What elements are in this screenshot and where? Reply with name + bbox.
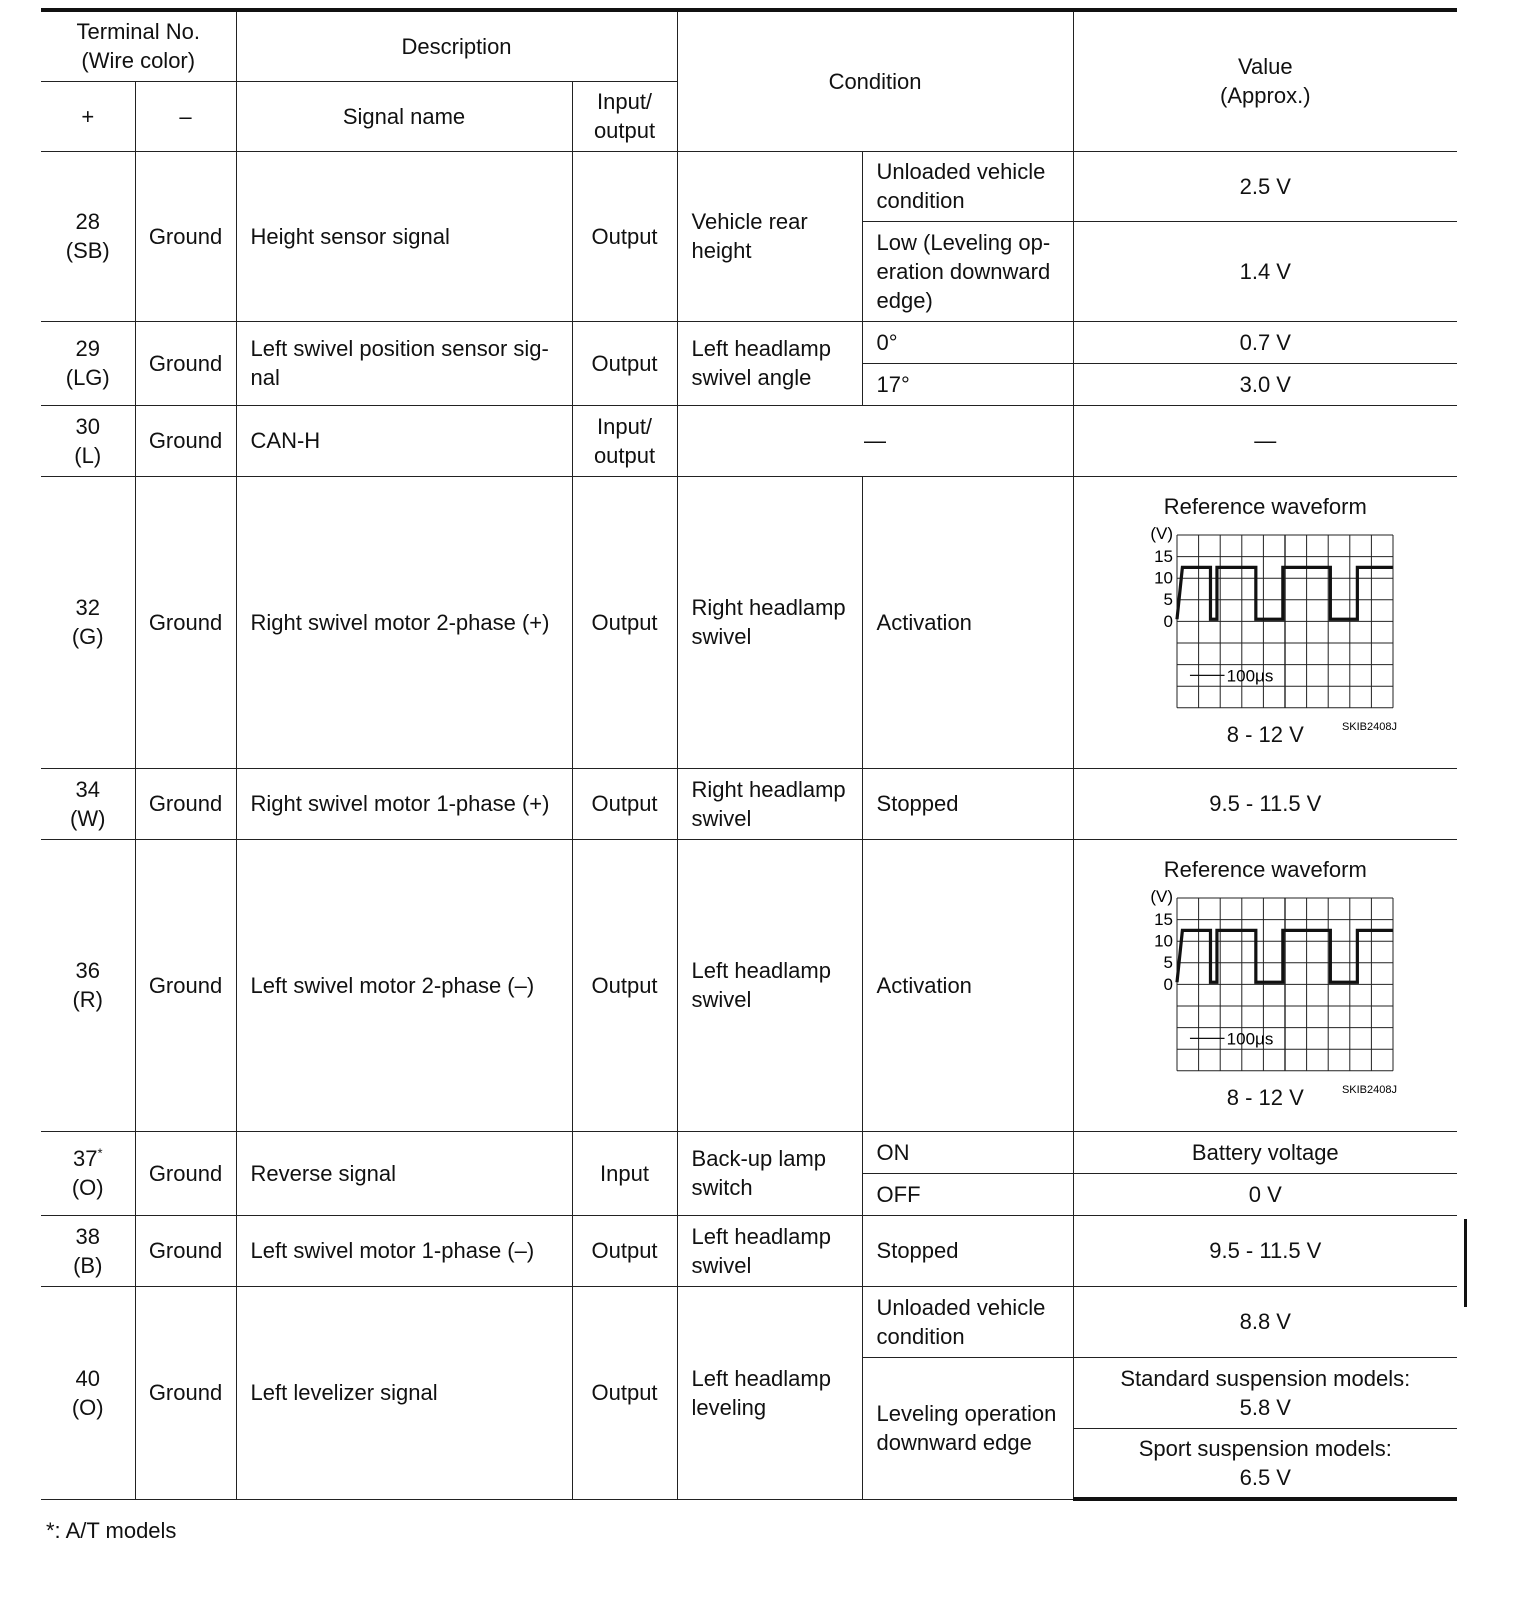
condition-sub-cell: 0° xyxy=(862,321,1073,363)
signal-cell: Left swivel motor 1-phase (–) xyxy=(236,1215,572,1286)
minus-cell: Ground xyxy=(135,1215,236,1286)
condition-sub-cell: Stopped xyxy=(862,768,1073,839)
waveform-value: 8 - 12 V xyxy=(1226,722,1304,747)
waveform-scope xyxy=(1130,884,1400,1096)
condition-sub-cell: Leveling operation downward edge xyxy=(862,1357,1073,1499)
signal-cell: CAN-H xyxy=(236,405,572,476)
signal-cell: Right swivel motor 2-phase (+) xyxy=(236,476,572,768)
signal-cell: Left levelizer signal xyxy=(236,1286,572,1499)
condition-sub-cell: Low (Leveling op- eration downward edge) xyxy=(862,221,1073,321)
terminal-wire-color: (O) xyxy=(71,1175,104,1200)
condition-main-cell: Back-up lamp switch xyxy=(677,1131,862,1215)
y-unit-label: (V) xyxy=(1150,887,1174,906)
waveform-value: 8 - 12 V xyxy=(1226,1085,1304,1110)
y-tick-label: 5 xyxy=(1163,953,1174,973)
y-tick-label: 15 xyxy=(1154,547,1174,566)
terminal-cell: 30 (L) xyxy=(41,405,135,476)
io-cell: Output xyxy=(572,1286,677,1499)
value-cell: 1.4 V xyxy=(1073,221,1457,321)
value-cell: 8.8 V xyxy=(1073,1286,1457,1357)
minus-cell: Ground xyxy=(135,151,236,321)
condition-sub-cell: 17° xyxy=(862,363,1073,405)
footnote-mark: * xyxy=(97,1145,103,1161)
condition-sub-cell: ON xyxy=(862,1131,1073,1173)
io-cell: Output xyxy=(572,1215,677,1286)
header-condition: Condition xyxy=(677,10,1073,151)
scope-grid xyxy=(1177,898,1393,1071)
table-row xyxy=(41,405,1457,476)
value-cell: 2.5 V xyxy=(1073,151,1457,221)
terminal-cell: 29 (LG) xyxy=(41,321,135,405)
io-cell: Output xyxy=(572,151,677,321)
condition-sub-cell: Unloaded vehicle condition xyxy=(862,1286,1073,1357)
condition-sub-cell: OFF xyxy=(862,1173,1073,1215)
value-cell: 9.5 - 11.5 V xyxy=(1073,1215,1457,1286)
condition-main-cell: Right headlamp swivel xyxy=(677,476,862,768)
condition-main-cell: Left headlamp leveling xyxy=(677,1286,862,1499)
y-tick-label: 0 xyxy=(1163,611,1174,631)
terminal-cell: 36 (R) xyxy=(41,839,135,1131)
io-cell: Output xyxy=(572,839,677,1131)
table-row xyxy=(41,1131,1457,1173)
terminal-cell: 40 (O) xyxy=(41,1286,135,1499)
condition-sub-cell: Unloaded vehicle condition xyxy=(862,151,1073,221)
header-terminal: Terminal No. (Wire color) xyxy=(41,10,236,81)
io-cell: Output xyxy=(572,476,677,768)
signal-cell: Height sensor signal xyxy=(236,151,572,321)
signal-cell: Left swivel motor 2-phase (–) xyxy=(236,839,572,1131)
header-plus: + xyxy=(41,81,135,151)
waveform-cell xyxy=(1073,839,1457,1131)
minus-cell: Ground xyxy=(135,476,236,768)
time-scale-label: 100μs xyxy=(1226,666,1274,686)
figure-code: SKIB2408J xyxy=(1342,1083,1398,1096)
condition-main-cell: Right headlamp swivel xyxy=(677,768,862,839)
waveform-title: Reference waveform xyxy=(1163,857,1367,882)
y-tick-label: 0 xyxy=(1163,974,1174,994)
minus-cell: Ground xyxy=(135,1286,236,1499)
terminal-cell: 32 (G) xyxy=(41,476,135,768)
waveform-cell xyxy=(1073,476,1457,768)
terminal-cell: 28 (SB) xyxy=(41,151,135,321)
header-minus: – xyxy=(135,81,236,151)
header-value: Value (Approx.) xyxy=(1073,10,1457,151)
y-tick-label: 15 xyxy=(1154,910,1174,929)
table-row xyxy=(41,1286,1457,1357)
minus-cell: Ground xyxy=(135,405,236,476)
table-row xyxy=(41,476,1457,768)
value-cell: Standard suspension models: 5.8 V xyxy=(1073,1357,1457,1428)
terminal-cell: 38 (B) xyxy=(41,1215,135,1286)
table-row xyxy=(41,768,1457,839)
terminal-number: 37 xyxy=(72,1146,98,1171)
io-cell: Input xyxy=(572,1131,677,1215)
minus-cell: Ground xyxy=(135,839,236,1131)
value-cell: 9.5 - 11.5 V xyxy=(1073,768,1457,839)
header-description: Description xyxy=(236,10,677,81)
header-signal-name: Signal name xyxy=(236,81,572,151)
table-row xyxy=(41,151,1457,221)
signal-cell: Reverse signal xyxy=(236,1131,572,1215)
condition-main-cell: Vehicle rear height xyxy=(677,151,862,321)
io-cell: Output xyxy=(572,768,677,839)
table-row xyxy=(41,1215,1457,1286)
minus-cell: Ground xyxy=(135,321,236,405)
scope-grid xyxy=(1177,535,1393,708)
value-cell: Battery voltage xyxy=(1073,1131,1457,1173)
waveform-title: Reference waveform xyxy=(1163,494,1367,519)
value-cell: — xyxy=(1073,405,1457,476)
minus-cell: Ground xyxy=(135,768,236,839)
time-scale-label: 100μs xyxy=(1226,1029,1274,1049)
footnote: *: A/T models xyxy=(46,1518,177,1543)
header-io: Input/ output xyxy=(572,81,677,151)
value-cell: 0 V xyxy=(1073,1173,1457,1215)
terminal-cell xyxy=(41,1131,135,1215)
signal-cell: Right swivel motor 1-phase (+) xyxy=(236,768,572,839)
y-tick-label: 10 xyxy=(1154,568,1174,588)
condition-sub-cell: Activation xyxy=(862,476,1073,768)
figure-code: SKIB2408J xyxy=(1342,720,1398,733)
condition-main-cell: Left headlamp swivel xyxy=(677,839,862,1131)
condition-main-cell: Left headlamp swivel angle xyxy=(677,321,862,405)
condition-sub-cell: Stopped xyxy=(862,1215,1073,1286)
revision-bar xyxy=(1464,1219,1467,1307)
y-tick-label: 10 xyxy=(1154,931,1174,951)
table-row xyxy=(41,839,1457,1131)
signal-cell: Left swivel position sensor sig- nal xyxy=(236,321,572,405)
condition-main-cell: Left headlamp swivel xyxy=(677,1215,862,1286)
waveform-scope xyxy=(1130,521,1400,733)
table-row xyxy=(41,321,1457,363)
value-cell: 0.7 V xyxy=(1073,321,1457,363)
io-cell: Output xyxy=(572,321,677,405)
terminal-cell: 34 (W) xyxy=(41,768,135,839)
minus-cell: Ground xyxy=(135,1131,236,1215)
y-unit-label: (V) xyxy=(1150,524,1174,543)
terminal-table xyxy=(41,8,1457,1501)
condition-cell: — xyxy=(677,405,1073,476)
value-cell: 3.0 V xyxy=(1073,363,1457,405)
y-tick-label: 5 xyxy=(1163,590,1174,610)
io-cell: Input/ output xyxy=(572,405,677,476)
condition-sub-cell: Activation xyxy=(862,839,1073,1131)
value-cell: Sport suspension models: 6.5 V xyxy=(1073,1428,1457,1499)
